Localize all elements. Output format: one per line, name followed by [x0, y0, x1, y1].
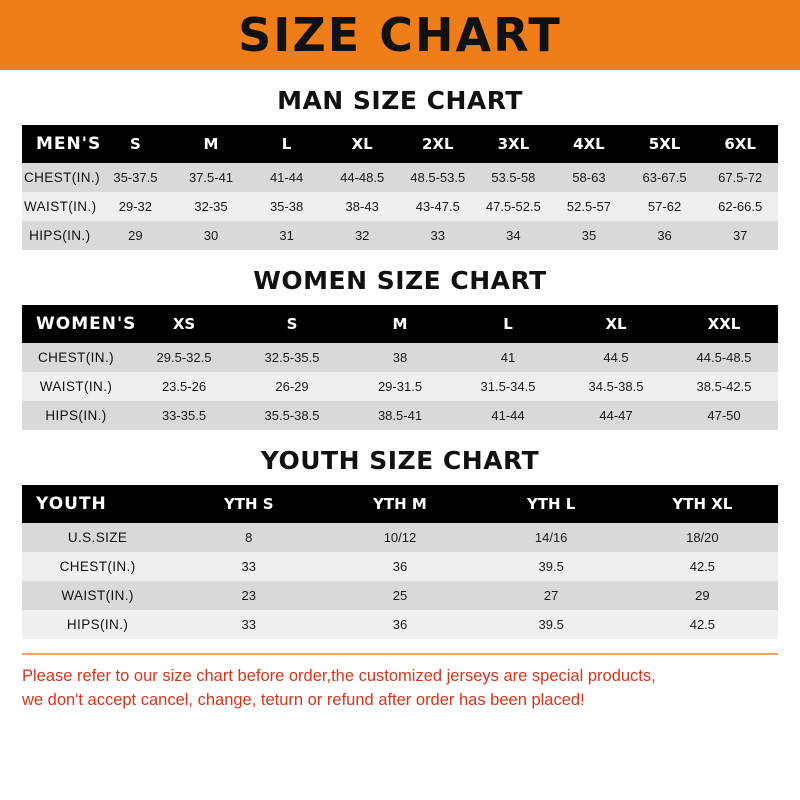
men-header-cell: 3XL: [476, 125, 552, 163]
table-cell: 10/12: [324, 523, 475, 552]
footer-disclaimer: [22, 653, 778, 713]
banner-left-block: [0, 0, 130, 70]
men-header-cell: 5XL: [627, 125, 703, 163]
women-section: [0, 266, 800, 430]
men-section: [0, 86, 800, 250]
table-cell: 38.5-41: [346, 401, 454, 430]
youth-table-body: [22, 523, 778, 639]
row-label: HIPS(IN.): [22, 401, 130, 430]
row-label: CHEST(IN.): [22, 163, 98, 192]
table-cell: 29-32: [98, 192, 174, 221]
table-cell: 33: [173, 610, 324, 639]
row-label: CHEST(IN.): [22, 552, 173, 581]
youth-header-cell: YTH M: [324, 485, 475, 523]
row-label: WAIST(IN.): [22, 372, 130, 401]
table-cell: 41-44: [249, 163, 325, 192]
table-cell: 36: [324, 552, 475, 581]
table-row: [22, 401, 778, 430]
row-label: HIPS(IN.): [22, 221, 98, 250]
table-cell: 47-50: [670, 401, 778, 430]
table-cell: 44-47: [562, 401, 670, 430]
women-header-cell: XXL: [670, 305, 778, 343]
header-banner: [0, 0, 800, 70]
table-cell: 8: [173, 523, 324, 552]
men-header-cell: L: [249, 125, 325, 163]
table-cell: 32: [324, 221, 400, 250]
table-cell: 63-67.5: [627, 163, 703, 192]
table-row: [22, 221, 778, 250]
table-cell: 37: [702, 221, 778, 250]
men-table-head: [22, 125, 778, 163]
youth-section: [0, 446, 800, 639]
table-cell: 41-44: [454, 401, 562, 430]
table-cell: 58-63: [551, 163, 627, 192]
table-row: [22, 523, 778, 552]
women-header-cell: WOMEN'S: [22, 305, 130, 343]
table-row: [22, 610, 778, 639]
table-cell: 38: [346, 343, 454, 372]
table-header-row: [22, 305, 778, 343]
table-cell: 35-38: [249, 192, 325, 221]
table-row: [22, 343, 778, 372]
table-header-row: [22, 125, 778, 163]
table-cell: 42.5: [627, 552, 778, 581]
table-cell: 23: [173, 581, 324, 610]
table-cell: 35-37.5: [98, 163, 174, 192]
row-label: WAIST(IN.): [22, 581, 173, 610]
women-header-cell: S: [238, 305, 346, 343]
table-cell: 33: [173, 552, 324, 581]
banner-right-block: [670, 0, 800, 70]
table-cell: 25: [324, 581, 475, 610]
youth-header-cell: YTH L: [476, 485, 627, 523]
table-cell: 41: [454, 343, 562, 372]
row-label: WAIST(IN.): [22, 192, 98, 221]
youth-size-table: [22, 485, 778, 639]
men-table-body: [22, 163, 778, 250]
table-cell: 31: [249, 221, 325, 250]
table-cell: 67.5-72: [702, 163, 778, 192]
table-cell: 33: [400, 221, 476, 250]
table-cell: 52.5-57: [551, 192, 627, 221]
women-header-cell: XS: [130, 305, 238, 343]
table-header-row: [22, 485, 778, 523]
footer-line-2: we don't accept cancel, change, teturn or refund after order has been placed!: [22, 690, 585, 709]
table-cell: 29: [627, 581, 778, 610]
table-cell: 47.5-52.5: [476, 192, 552, 221]
table-row: [22, 581, 778, 610]
table-cell: 44.5: [562, 343, 670, 372]
women-table-body: [22, 343, 778, 430]
page-title: SIZE CHART: [238, 8, 562, 62]
table-cell: 37.5-41: [173, 163, 249, 192]
table-cell: 30: [173, 221, 249, 250]
table-cell: 36: [627, 221, 703, 250]
row-label: CHEST(IN.): [22, 343, 130, 372]
men-header-cell: 6XL: [702, 125, 778, 163]
men-size-table: [22, 125, 778, 250]
table-cell: 38-43: [324, 192, 400, 221]
youth-table-head: [22, 485, 778, 523]
women-header-cell: XL: [562, 305, 670, 343]
youth-section-title: YOUTH SIZE CHART: [260, 446, 540, 475]
table-cell: 32.5-35.5: [238, 343, 346, 372]
table-cell: 57-62: [627, 192, 703, 221]
table-cell: 48.5-53.5: [400, 163, 476, 192]
row-label: HIPS(IN.): [22, 610, 173, 639]
table-cell: 23.5-26: [130, 372, 238, 401]
women-section-title: WOMEN SIZE CHART: [253, 266, 547, 295]
table-cell: 44.5-48.5: [670, 343, 778, 372]
youth-header-cell: YTH XL: [627, 485, 778, 523]
men-header-cell: M: [173, 125, 249, 163]
men-section-title: MAN SIZE CHART: [277, 86, 523, 115]
table-cell: 53.5-58: [476, 163, 552, 192]
table-cell: 26-29: [238, 372, 346, 401]
table-cell: 31.5-34.5: [454, 372, 562, 401]
table-cell: 14/16: [476, 523, 627, 552]
table-cell: 44-48.5: [324, 163, 400, 192]
table-cell: 34: [476, 221, 552, 250]
youth-header-cell: YOUTH: [22, 485, 173, 523]
footer-line-1: Please refer to our size chart before order,the customized jerseys are special products,: [22, 667, 656, 685]
table-cell: 29-31.5: [346, 372, 454, 401]
table-cell: 42.5: [627, 610, 778, 639]
table-row: [22, 552, 778, 581]
women-header-cell: M: [346, 305, 454, 343]
table-row: [22, 192, 778, 221]
table-cell: 62-66.5: [702, 192, 778, 221]
women-size-table: [22, 305, 778, 430]
table-cell: 38.5-42.5: [670, 372, 778, 401]
table-cell: 35.5-38.5: [238, 401, 346, 430]
table-row: [22, 372, 778, 401]
women-header-cell: L: [454, 305, 562, 343]
men-header-cell: 2XL: [400, 125, 476, 163]
table-cell: 35: [551, 221, 627, 250]
table-cell: 43-47.5: [400, 192, 476, 221]
table-cell: 34.5-38.5: [562, 372, 670, 401]
table-cell: 32-35: [173, 192, 249, 221]
table-cell: 29: [98, 221, 174, 250]
table-cell: 39.5: [476, 610, 627, 639]
table-cell: 33-35.5: [130, 401, 238, 430]
row-label: U.S.SIZE: [22, 523, 173, 552]
table-cell: 36: [324, 610, 475, 639]
youth-header-cell: YTH S: [173, 485, 324, 523]
women-table-head: [22, 305, 778, 343]
table-cell: 27: [476, 581, 627, 610]
table-cell: 29.5-32.5: [130, 343, 238, 372]
table-cell: 39.5: [476, 552, 627, 581]
men-header-cell: XL: [324, 125, 400, 163]
men-header-cell: S: [98, 125, 174, 163]
men-header-cell: 4XL: [551, 125, 627, 163]
men-header-cell: MEN'S: [22, 125, 98, 163]
table-cell: 18/20: [627, 523, 778, 552]
table-row: [22, 163, 778, 192]
